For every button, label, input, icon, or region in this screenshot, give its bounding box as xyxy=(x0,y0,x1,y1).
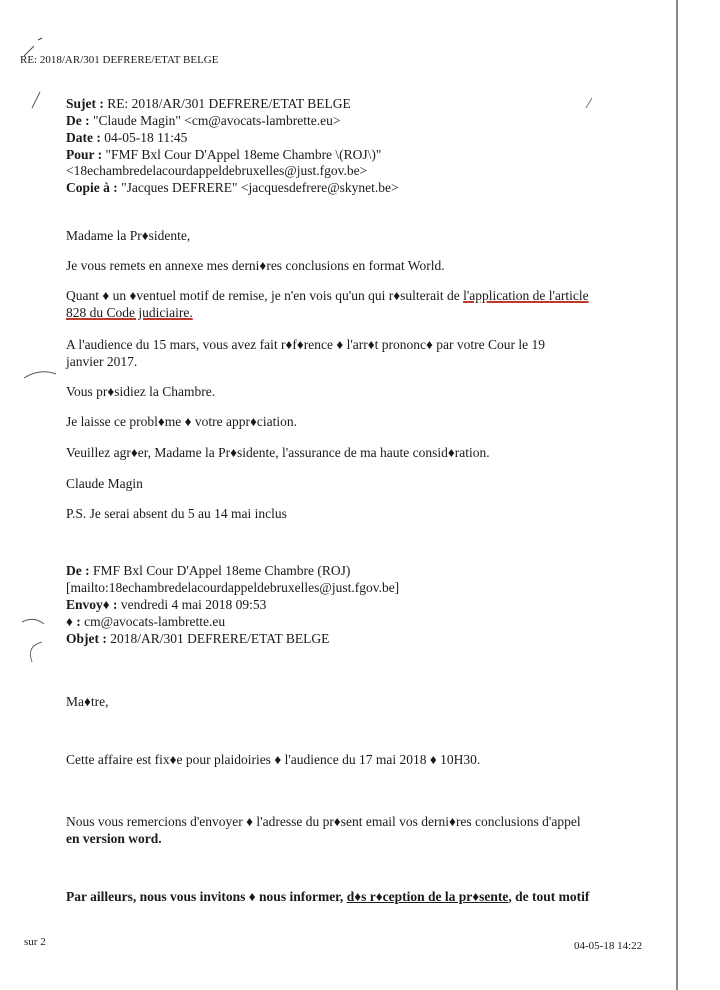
email2-object-row xyxy=(66,631,329,647)
to-value: "FMF Bxl Cour D'Appel 18eme Chambre \(ROJ\)" xyxy=(105,147,382,162)
sent-label: Envoy♦ : xyxy=(66,597,118,612)
object-value: 2018/AR/301 DEFRERE/ETAT BELGE xyxy=(110,631,330,646)
page-edge-line xyxy=(676,0,678,990)
email1-signature: Claude Magin xyxy=(66,476,143,491)
underlined-article-reference: l'application de l'article xyxy=(463,288,589,303)
from-value: FMF Bxl Cour D'Appel 18eme Chambre (ROJ) xyxy=(93,563,351,578)
email2-sent-row xyxy=(66,597,266,613)
email1-paragraph-4: Vous pr♦sidiez la Chambre. xyxy=(66,384,216,399)
email1-greeting: Madame la Pr♦sidente, xyxy=(66,228,191,243)
email2-from-row xyxy=(66,563,350,579)
cc-value: "Jacques DEFRERE" <jacquesdefrere@skynet.be> xyxy=(121,180,399,195)
email2-paragraph-1: Cette affaire est fix♦e pour plaidoiries ♦ l'audience du 17 mai 2018 ♦ 10H30. xyxy=(66,752,481,767)
email2-mailto: [mailto:18echambredelacourdappeldebruxelles@just.fgov.be] xyxy=(66,580,400,595)
underlined-code-reference: 828 du Code judiciaire. xyxy=(66,305,193,320)
footer-page-count: sur 2 xyxy=(24,936,46,948)
scan-mark-icon xyxy=(28,88,48,112)
email1-from-row xyxy=(66,113,340,129)
cc-label: Copie à : xyxy=(66,180,118,195)
from-label: De : xyxy=(66,113,90,128)
from-label: De : xyxy=(66,563,90,578)
email2-greeting: Ma♦tre, xyxy=(66,694,109,709)
date-value: 04-05-18 11:45 xyxy=(104,130,188,145)
email2-paragraph-2: Nous vous remercions d'envoyer ♦ l'adresse du pr♦sent email vos derni♦res conclusions d'appel xyxy=(66,814,581,829)
email1-postscript: P.S. Je serai absent du 5 au 14 mai inclus xyxy=(66,506,287,521)
email1-paragraph-5: Je laisse ce probl♦me ♦ votre appr♦ciation. xyxy=(66,414,297,429)
footer-timestamp: 04-05-18 14:22 xyxy=(574,940,643,952)
email1-paragraph-2 xyxy=(66,288,589,304)
to-label: Pour : xyxy=(66,147,103,162)
email1-paragraph-2-cont xyxy=(66,305,193,321)
email2-paragraph-2-cont: en version word. xyxy=(66,831,162,846)
paragraph-2-text: Quant ♦ un ♦ventuel motif de remise, je n'en vois qu'un qui r♦sulterait de xyxy=(66,288,464,303)
underlined-reception-phrase: d♦s r♦ception de la pr♦sente xyxy=(346,889,509,904)
document-header: RE: 2018/AR/301 DEFRERE/ETAT BELGE xyxy=(20,54,219,66)
punch-hole-mark-icon xyxy=(20,364,60,394)
object-label: Objet : xyxy=(66,631,107,646)
subject-value: RE: 2018/AR/301 DEFRERE/ETAT BELGE xyxy=(107,96,351,111)
email1-paragraph-6: Veuillez agr♦er, Madame la Pr♦sidente, l'assurance de ma haute consid♦ration. xyxy=(66,445,490,460)
from-value: "Claude Magin" <cm@avocats-lambrette.eu> xyxy=(93,113,341,128)
to-value: cm@avocats-lambrette.eu xyxy=(84,614,226,629)
to-label: ♦ : xyxy=(66,614,81,629)
email1-paragraph-1: Je vous remets en annexe mes derni♦res conclusions en format World. xyxy=(66,258,445,273)
email2-to-row xyxy=(66,614,225,630)
email1-subject-row xyxy=(66,96,351,112)
email1-to-row xyxy=(66,147,381,163)
email1-paragraph-3-cont: janvier 2017. xyxy=(66,354,138,369)
subject-label: Sujet : xyxy=(66,96,104,111)
paragraph-3-text: Par ailleurs, nous vous invitons ♦ nous informer, xyxy=(66,889,347,904)
date-label: Date : xyxy=(66,130,101,145)
sent-value: vendredi 4 mai 2018 09:53 xyxy=(120,597,267,612)
scan-mark-icon xyxy=(580,90,600,114)
paragraph-3-end: , de tout motif xyxy=(508,889,590,904)
email2-paragraph-3 xyxy=(66,889,589,905)
punch-hole-mark-icon xyxy=(18,612,58,668)
email1-paragraph-3: A l'audience du 15 mars, vous avez fait r♦f♦rence ♦ l'arr♦t prononc♦ par votre Cour le 19 xyxy=(66,337,546,352)
email1-date-row xyxy=(66,130,187,146)
email1-to-address: <18echambredelacourdappeldebruxelles@just.fgov.be> xyxy=(66,163,368,178)
email1-cc-row xyxy=(66,180,399,196)
